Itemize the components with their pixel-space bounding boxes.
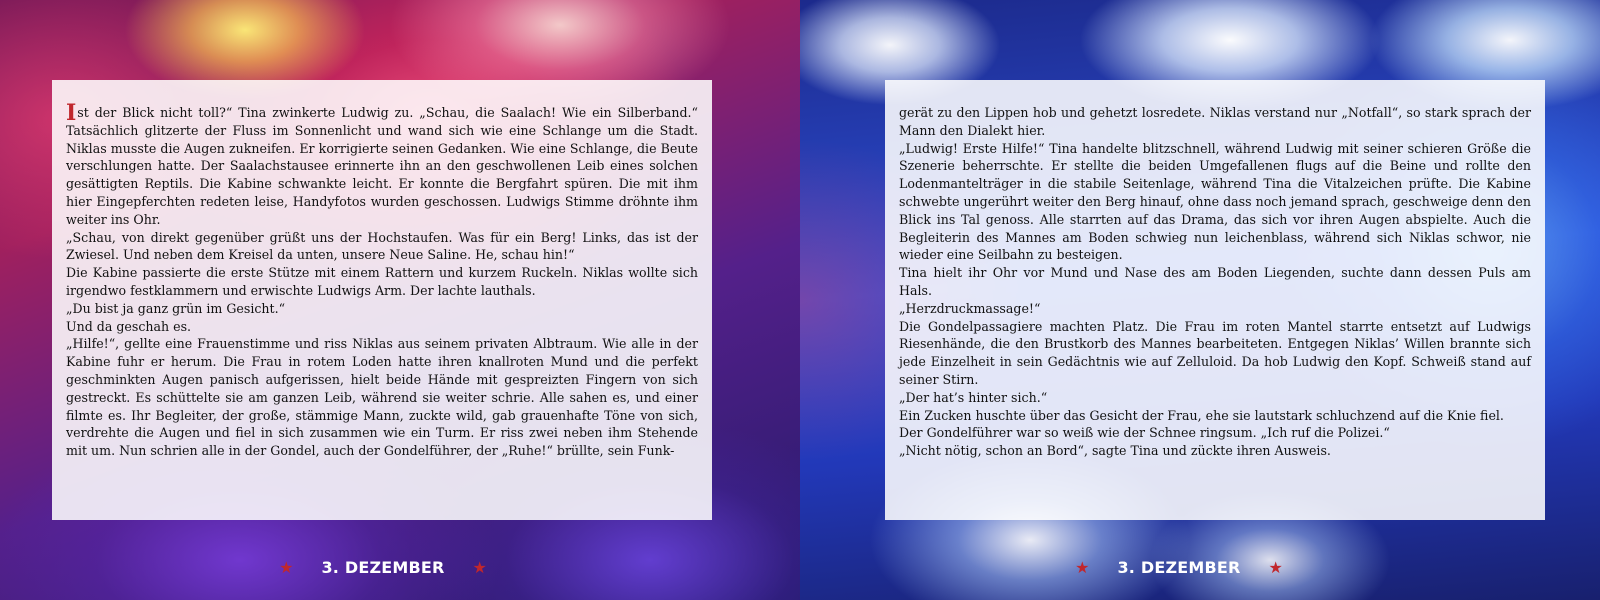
paragraph-7: Ein Zucken huschte über das Gesicht der Frau, ehe sie lautstark schluchzend auf die Knie fiel. — [899, 407, 1504, 423]
paragraph-4: „Du bist ja ganz grün im Gesicht.“ — [66, 300, 286, 316]
star-icon: ★ — [472, 557, 487, 577]
paragraph-3: Tina hielt ihr Ohr vor Mund und Nase des am Boden Liegenden, suchte dann dessen Puls am Hals. — [899, 265, 1531, 298]
paragraph-1 — [66, 100, 698, 229]
right-footer — [800, 558, 1579, 577]
paragraph-8: Der Gondelführer war so weiß wie der Schnee ringsum. „Ich ruf die Polizei.“ — [899, 425, 1390, 441]
footer-date: 3. DEZEMBER — [1117, 558, 1241, 577]
star-icon: ★ — [1268, 557, 1283, 577]
drop-cap: I — [66, 100, 77, 126]
paragraph-2: „Schau, von direkt gegenüber grüßt uns der Hochstaufen. Was für ein Berg! Links, das ist der Zwiesel. Und neben dem Kreisel da unten, unsere Neue Saline. He, schau hin!“ — [66, 229, 698, 263]
paragraph-2: „Ludwig! Erste Hilfe!“ Tina handelte blitzschnell, während Ludwig mit seiner schieren Größe die Szenerie beherrschte. Er stellte die beiden Umgefallenen flugs auf die Beine und rollte den Lodenmantelträger in die stabile Seitenlage, während Tina die Vitalzeichen prüfte. Die Kabine schwebte ungerührt weiter den Berg hinauf, ohne dass noch jemand sprach, geschweige denn den Blick ins Tal genoss. Alle starrten auf das Drama, das sich vor ihren Augen abspielte. Auch die Begleiterin des Mannes am Boden schwieg nun leichenblass, während sich Niklas schwor, nie wieder eine Seilbahn zu besteigen. — [899, 140, 1531, 263]
paragraph-1: gerät zu den Lippen hob und gehetzt losredete. Niklas verstand nur „Notfall“, so stark sprach der Mann den Dialekt hier. — [899, 105, 1531, 138]
left-text-panel — [52, 80, 712, 520]
paragraph-9: „Nicht nötig, schon an Bord“, sagte Tina und zückte ihren Ausweis. — [899, 443, 1331, 459]
star-icon: ★ — [1075, 557, 1090, 577]
paragraph-5: Die Gondelpassagiere machten Platz. Die Frau im roten Mantel starrte entsetzt auf Ludwigs Riesenhände, die den Brustkorb des Mannes bearbeiteten. Entgegen Niklas’ Willen brannte sich jede Einzelheit in sein Gedächtnis wie auf Zelluloid. Da hob Ludwig den Kopf. Schweiß stand auf seiner Stirn. — [899, 318, 1531, 387]
left-footer — [0, 558, 783, 577]
right-page — [800, 0, 1600, 600]
paragraph-6: „Hilfe!“, gellte eine Frauenstimme und riss Niklas aus seinem privaten Albtraum. Wie alle in der Kabine fuhr er herum. Die Frau in rotem Loden hatte ihren knallroten Mund und die perfekt geschminkten Augen panisch aufgerissen, hielt beide Hände mit gespreizten Fingern von sich gestreckt. Es schüttelte sie am ganzen Leib, während sie weiter schrie. Alle sahen es, und einer filmte es. Ihr Begleiter, der große, stämmige Mann, zuckte wild, gab grauenhafte Töne von sich, verdrehte die Augen und fiel in sich zusammen wie ein Turm. Er riss zwei neben ihm Stehende mit um. Nun schrien alle in der Gondel, auch der Gondelführer, der „Ruhe!“ brüllte, sein Funk- — [66, 336, 698, 459]
paragraph-3: Die Kabine passierte die erste Stütze mit einem Rattern und kurzem Ruckeln. Niklas wollte sich irgendwo festklammern und erwischte Ludwigs Arm. Der lachte lauthals. — [66, 265, 698, 298]
paragraph-1-text: st der Blick nicht toll?“ Tina zwinkerte Ludwig zu. „Schau, die Saalach! Wie ein Silberband.“ Tatsächlich glitzerte der Fluss im Sonnenlicht und wand sich wie eine Schlange um die Stadt. Niklas musste die Augen zukneifen. Er korrigierte seinen Gedanken. Wie eine Schlange, die Beute verschlungen hatte. Der Saalachstausee erinnerte ihn an den geschwollenen Leib eines solchen gesättigten Reptils. Die Kabine schwankte leicht. Er konnte die Bergfahrt spüren. Die mit ihm hier Eingepferchten redeten leise, Handyfotos wurden geschossen. Ludwigs Stimme dröhnte ihm weiter ins Ohr. — [66, 105, 698, 227]
footer-date: 3. DEZEMBER — [321, 558, 445, 577]
right-text-panel — [885, 80, 1545, 520]
paragraph-5: Und da geschah es. — [66, 318, 192, 334]
paragraph-4: „Herzdruckmassage!“ — [899, 300, 1041, 316]
star-icon: ★ — [279, 557, 294, 577]
paragraph-6: „Der hat’s hinter sich.“ — [899, 389, 1048, 405]
